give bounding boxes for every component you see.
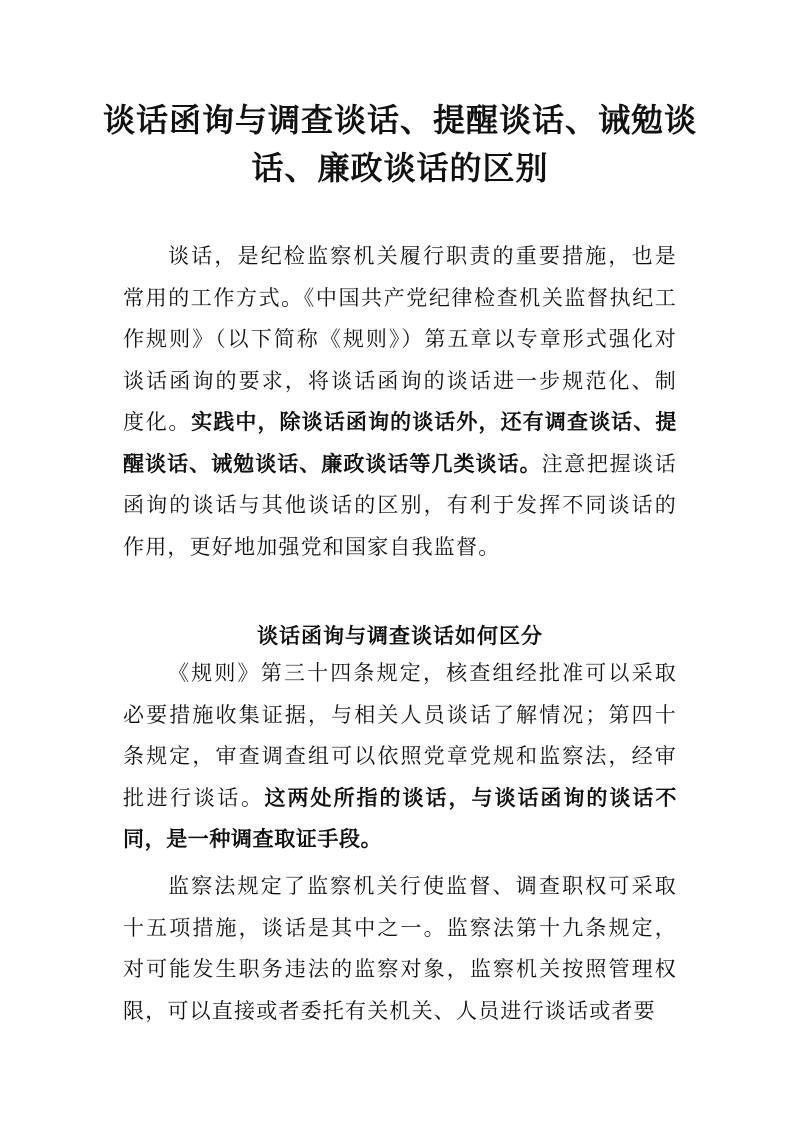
section-paragraph-1-text: 《规则》第三十四条规定，核查组经批准可以采取必要措施收集证据，与相关人员谈话了解情况；第四十条规定，审查调查组可以依照党章党规和监察法，经审批进行谈话。	[123, 661, 677, 810]
section-paragraph-2-text: 监察法规定了监察机关行使监督、调查职权可采取十五项措施，谈话是其中之一。监察法第十九条规定，对可能发生职务违法的监察对象，监察机关按照管理权限，可以直接或者委托有关机关、人员进行谈话或者要	[123, 874, 677, 1023]
section-paragraph-2	[123, 866, 677, 1032]
intro-bold-text: 实践中，除谈话函询的谈话外，还有调查谈话、提醒谈话、诫勉谈话、廉政谈话等几类谈话。	[123, 410, 677, 476]
document-title: 谈话函询与调查谈话、提醒谈话、诫勉谈话、廉政谈话的区别	[102, 101, 697, 187]
section-paragraph-1	[123, 653, 677, 861]
section-heading: 谈话函询与调查谈话如何区分	[257, 624, 543, 648]
intro-text-continued: 注意把握谈话函询的谈话与其他谈话的区别，有利于发挥不同谈话的作用，更好地加强党和国家自我监督。	[123, 451, 677, 559]
intro-text: 谈话，是纪检监察机关履行职责的重要措施，也是常用的工作方式。《中国共产党纪律检查机关监督执纪工作规则》（以下简称《规则》）第五章以专章形式强化对谈话函询的要求，将谈话函询的谈话进一步规范化、制度化。	[123, 244, 677, 434]
intro-paragraph	[123, 236, 677, 568]
section-paragraph-1-bold-text: 这两处所指的谈话，与谈话函询的谈话不同，是一种调查取证手段。	[123, 785, 677, 851]
